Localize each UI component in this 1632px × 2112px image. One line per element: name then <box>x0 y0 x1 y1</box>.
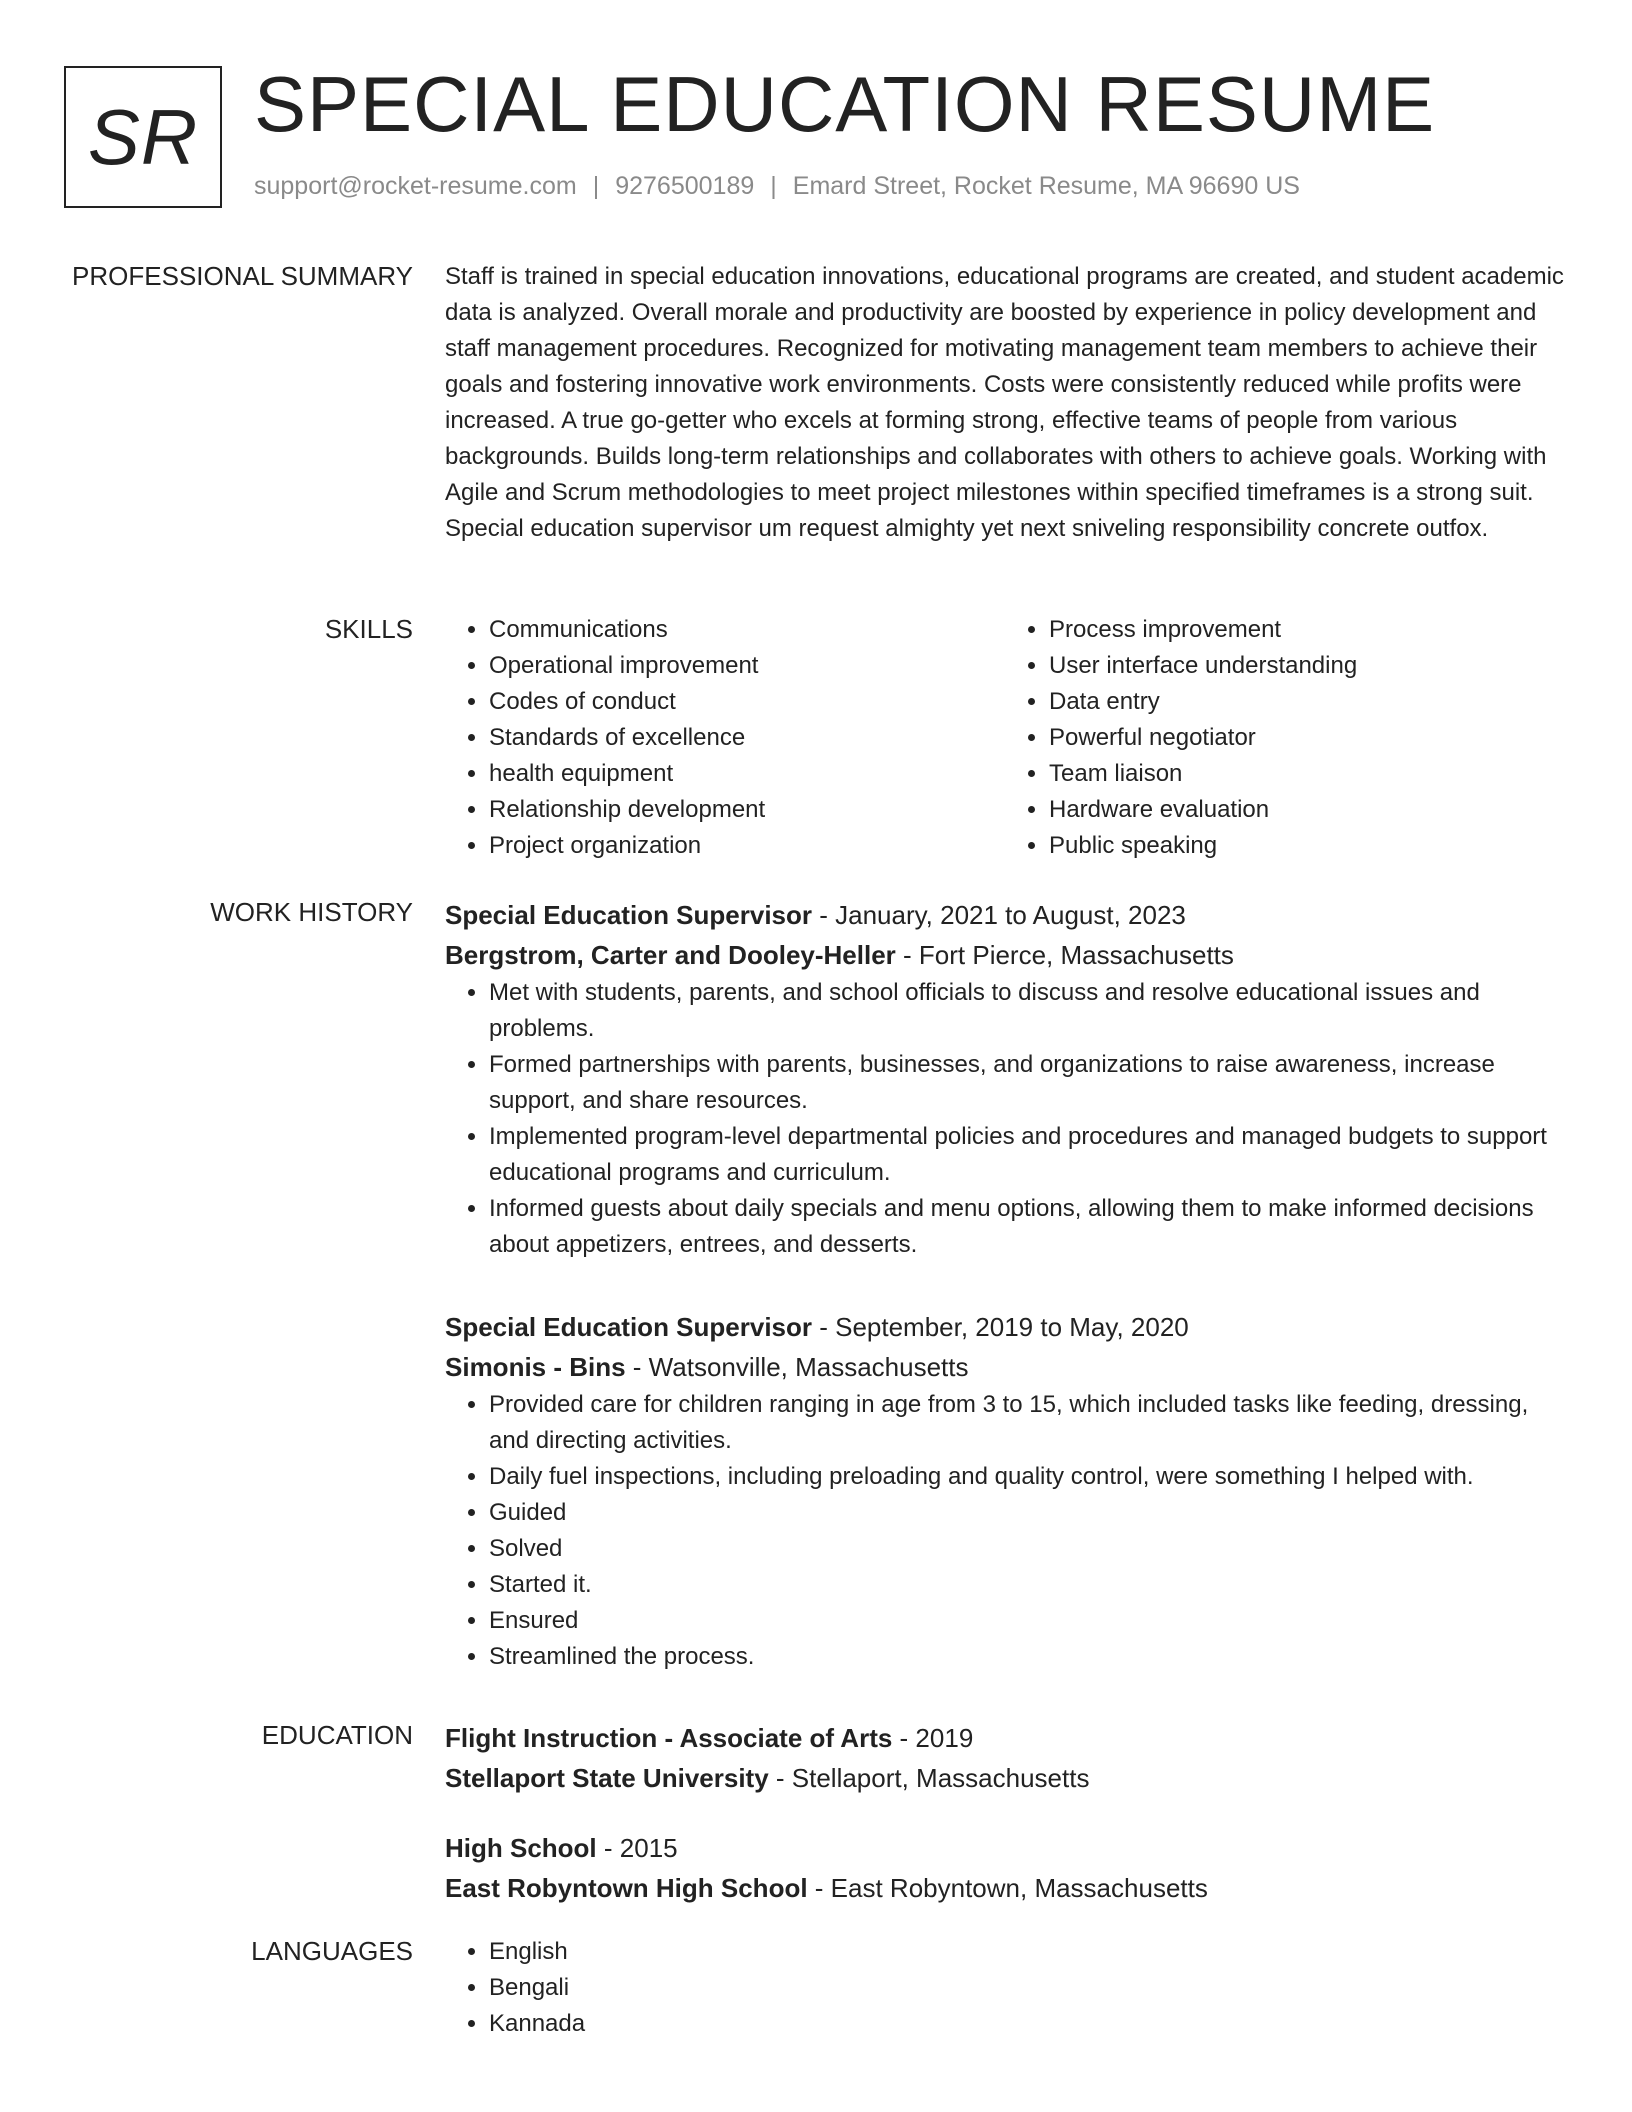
skills-content <box>445 612 1565 864</box>
degree-line <box>445 1828 1565 1868</box>
skills-label: SKILLS <box>324 614 413 644</box>
degree-year: - 2019 <box>892 1723 974 1753</box>
skill-item: • Communications <box>489 612 1005 648</box>
degree: High School <box>445 1833 597 1863</box>
contact-phone: 9276500189 <box>615 172 755 200</box>
education-label: EDUCATION <box>261 1720 413 1750</box>
degree-line <box>445 1718 1565 1758</box>
job-bullet: • Met with students, parents, and school officials to discuss and resolve educational issues and problems. <box>489 975 1565 1047</box>
job-company-line <box>445 935 1565 975</box>
resume-header <box>64 60 1568 216</box>
job-bullet: • Ensured <box>489 1603 1565 1639</box>
education-entry <box>445 1718 1565 1798</box>
skills-list-left <box>445 612 1005 864</box>
contact-separator: | <box>770 172 777 200</box>
summary-content <box>445 259 1565 547</box>
job-bullet: • Provided care for children ranging in age from 3 to 15, which included tasks like feeding, dressing, and directing activities. <box>489 1387 1565 1459</box>
language-item: • Bengali <box>489 1970 1565 2006</box>
skills-list-right <box>1005 612 1565 864</box>
job-company: Simonis - Bins <box>445 1352 626 1382</box>
summary-text: Staff is trained in special education innovations, educational programs are created, and student academic data is analyzed. Overall morale and productivity are boosted by experience in policy development and staff management procedures. Recognized for motivating management team members to achieve their goals and fostering innovative work environments. Costs were consistently reduced while profits were increased. A true go-getter who excels at forming strong, effective teams of people from various backgrounds. Builds long-term relationships and collaborates with others to achieve goals. Working with Agile and Scrum methodologies to meet project milestones within specified timeframes is a strong suit. Special education supervisor um request almighty yet next sniveling responsibility concrete outfox. <box>445 263 1564 542</box>
skill-item: • Process improvement <box>1049 612 1565 648</box>
job-dates: - January, 2021 to August, 2023 <box>812 900 1186 930</box>
job-bullet: • Solved <box>489 1531 1565 1567</box>
job-entry <box>445 1307 1565 1675</box>
contact-address: Emard Street, Rocket Resume, MA 96690 US <box>792 172 1300 200</box>
skill-item: • User interface understanding <box>1049 648 1565 684</box>
language-item: • English <box>489 1934 1565 1970</box>
school: East Robyntown High School <box>445 1873 808 1903</box>
work-history-label: WORK HISTORY <box>210 897 413 927</box>
skill-item: • Public speaking <box>1049 828 1565 864</box>
job-title: Special Education Supervisor <box>445 900 812 930</box>
job-location: - Fort Pierce, Massachusetts <box>895 940 1234 970</box>
work-history-content <box>445 895 1565 1675</box>
monogram-logo: SR <box>64 66 222 208</box>
degree: Flight Instruction - Associate of Arts <box>445 1723 893 1753</box>
job-location: - Watsonville, Massachusetts <box>625 1352 969 1382</box>
skill-item: • Team liaison <box>1049 756 1565 792</box>
contact-separator: | <box>592 172 600 200</box>
entry-spacer <box>445 1263 1565 1307</box>
entry-spacer <box>445 1798 1565 1828</box>
job-bullet: • Informed guests about daily specials and menu options, allowing them to make informed decisions about appetizers, entrees, and desserts. <box>489 1191 1565 1263</box>
skill-item: • Relationship development <box>489 792 1005 828</box>
skill-item: • Powerful negotiator <box>1049 720 1565 756</box>
job-bullet: • Formed partnerships with parents, businesses, and organizations to raise awareness, increase support, and share resources. <box>489 1047 1565 1119</box>
school-line <box>445 1868 1565 1908</box>
job-entry <box>445 895 1565 1263</box>
job-bullet: • Guided <box>489 1495 1565 1531</box>
skill-item: • Project organization <box>489 828 1005 864</box>
school-line <box>445 1758 1565 1798</box>
job-dates: - September, 2019 to May, 2020 <box>812 1312 1189 1342</box>
school-location: - Stellaport, Massachusetts <box>768 1763 1090 1793</box>
job-bullet: • Implemented program-level departmental policies and procedures and managed budgets to support educational programs and curriculum. <box>489 1119 1565 1191</box>
skill-item: • Codes of conduct <box>489 684 1005 720</box>
skill-item: • Data entry <box>1049 684 1565 720</box>
contact-line <box>254 172 1300 201</box>
job-bullet: • Daily fuel inspections, including preloading and quality control, were something I helped with. <box>489 1459 1565 1495</box>
job-bullets <box>445 1387 1565 1675</box>
job-company-line <box>445 1347 1565 1387</box>
language-item: • Kannada <box>489 2006 1565 2042</box>
job-bullet: • Streamlined the process. <box>489 1639 1565 1675</box>
job-bullets <box>445 975 1565 1263</box>
contact-email: support@rocket-resume.com <box>254 172 577 200</box>
job-bullet: • Started it. <box>489 1567 1565 1603</box>
job-title-line <box>445 1307 1565 1347</box>
skill-item: • health equipment <box>489 756 1005 792</box>
skill-item: • Operational improvement <box>489 648 1005 684</box>
education-content <box>445 1718 1565 1908</box>
languages-list <box>445 1934 1565 2042</box>
education-entry <box>445 1828 1565 1908</box>
school: Stellaport State University <box>445 1763 769 1793</box>
languages-content <box>445 1934 1565 2042</box>
degree-year: - 2015 <box>596 1833 678 1863</box>
job-company: Bergstrom, Carter and Dooley-Heller <box>445 940 896 970</box>
skill-item: • Hardware evaluation <box>1049 792 1565 828</box>
job-title: Special Education Supervisor <box>445 1312 812 1342</box>
job-title-line <box>445 895 1565 935</box>
school-location: - East Robyntown, Massachusetts <box>807 1873 1208 1903</box>
page-title: SPECIAL EDUCATION RESUME <box>254 60 1436 148</box>
summary-label: PROFESSIONAL SUMMARY <box>72 261 413 291</box>
skill-item: • Standards of excellence <box>489 720 1005 756</box>
languages-label: LANGUAGES <box>251 1936 413 1966</box>
